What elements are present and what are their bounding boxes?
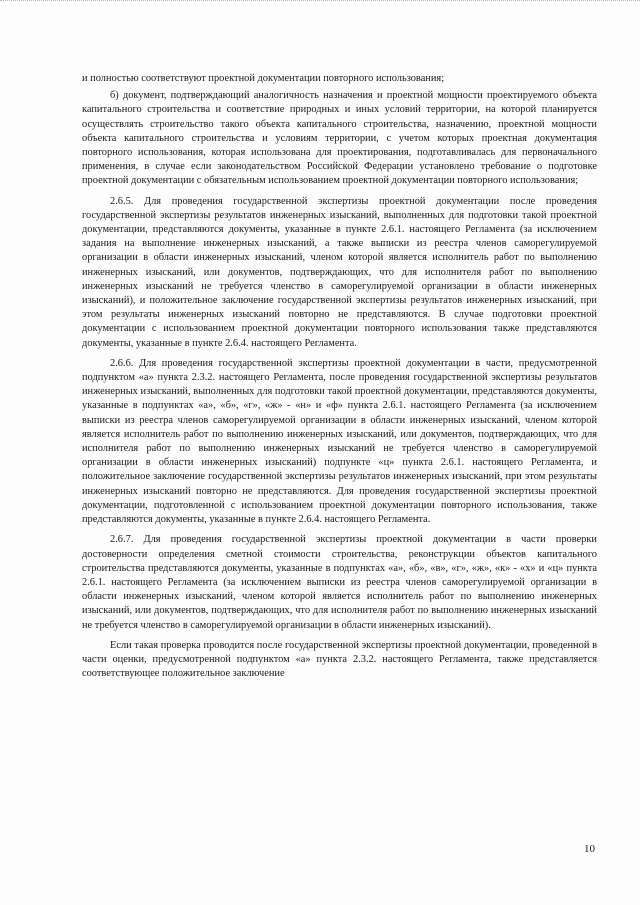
paragraph-verification-note: Если такая проверка проводится после государственной экспертизы проектной документации, проведенной в части оценки, предусмотренной подпунктом «а» пункта 2.3.2. настоящего Регламента, также представляется соответствующее положительное заключение — [82, 639, 597, 680]
paragraph-2-6-7: 2.6.7. Для проведения государственной экспертизы проектной документации в части проверки достоверности определения сметной стоимости строительства, реконструкции объектов капитального строительства представляются документы, указанные в подпунктах «а», «б», «в», «г», «ж», «к» - «х» и «ц» пункта 2.6.1. настоящего Регламента (за исключением выписки из реестра членов саморегулируемой организации в области инженерных изысканий, членом которой является исполнитель работ по выполнению инженерных изысканий, или документов, подтверждающих, что для исполнителя работ по выполнению инженерных изысканий не требуется членство в саморегулируемой организации в области инженерных изысканий). — [82, 534, 597, 631]
page-number: 10 — [584, 843, 595, 855]
paragraph-continuation: и полностью соответствуют проектной документации повторного использования; — [82, 73, 445, 84]
document-body — [82, 72, 597, 687]
paragraph-2-6-5: 2.6.5. Для проведения государственной экспертизы проектной документации после проведения государственной экспертизы результатов инженерных изысканий, выполненных для подготовки такой проектной документации, представляются документы, указанные в пункте 2.6.1. настоящего Регламента (за исключением задания на выполнение инженерных изысканий, а также выписки из реестра членов саморегулируемой организации в области инженерных изысканий, членом которой является исполнитель работ по выполнению инженерных изысканий, или документов, подтверждающих, что для исполнителя работ по выполнению инженерных изысканий не требуется членство в саморегулируемой организации в области инженерных изысканий), и положительное заключение государственной экспертизы результатов инженерных изысканий, при этом результаты инженерных изысканий повторно не представляются. В случае подготовки проектной документации с использованием проектной документации повторного использования также представляются документы, указанные в пункте 2.6.4. настоящего Регламента. — [82, 195, 597, 349]
paragraph-item-b: б) документ, подтверждающий аналогичность назначения и проектной мощности проектируемого объекта капитального строительства и соответствие природных и иных условий территории, на которой планируется осуществлять строительство такого объекта капитального строительства, назначению, проектной мощности объекта капитального строительства и условиям территории, с учетом которых проектная документация повторного использования, которая использована для проектирования, подготавливалась для первоначального применения, в случае если законодательством Российской Федерации установлено требование о подготовке проектной документации с обязательным использованием проектной документации повторного использования; — [82, 90, 597, 187]
paragraph-2-6-6: 2.6.6. Для проведения государственной экспертизы проектной документации в части, предусмотренной подпунктом «а» пункта 2.3.2. настоящего Регламента, после проведения государственной экспертизы результатов инженерных изысканий, выполненных для подготовки такой проектной документации, представляются документы, указанные в подпунктах «а», «б», «г», «ж» - «н» и «ф» пункта 2.6.1. настоящего Регламента (за исключением выписки из реестра членов саморегулируемой организации в области инженерных изысканий, членом которой является исполнитель работ по выполнению инженерных изысканий, или документов, подтверждающих, что для исполнителя работ по выполнению инженерных изысканий не требуется членство в саморегулируемой организации в области инженерных изысканий) подпункте «ц» пункта 2.6.1. настоящего Регламента, и положительное заключение государственной экспертизы результатов инженерных изысканий, при этом результаты инженерных изысканий повторно не представляются. Для проведения государственной экспертизы проектной документации, подготовленной с использованием проектной документации повторного использования, также представляются документы, указанные в пункте 2.6.4. настоящего Регламента. — [82, 357, 597, 526]
scan-edge-artifact — [0, 0, 640, 6]
